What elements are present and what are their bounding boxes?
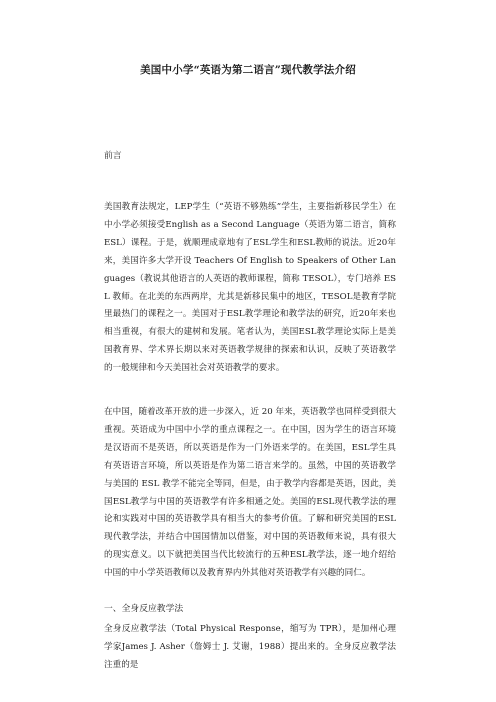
paragraph-china: 在中国，随着改革开放的进一步深入，近 20 年来，英语教学也同样受到很大重视。英语成为中国中小学的重点课程之一。在中国，因为学生的语言环境是汉语而不是英语，所以英语是作为一门外语来学的。在美国，ESL学生具有英语语言环境，所以英语是作为第二语言来学的。虽然，中国的英语教学与美国的 ESL 教学不能完全等同，但是，由于教学内容都是英语，因此，美国ESL教学与中国的英语教学有许多相通之处。美国的ESL现代教学法的理论和实践对中国的英语教学具有相当大的参考价值。了解和研究美国的ESL现代教学法，并结合中国国情加以借鉴，对中国的英语教师来说，具有很大的现实意义。以下就把美国当代比较流行的五种ESL教学法，逐一地介绍给中国的中小学英语教师以及教育界内外其他对英语教学有兴趣的同仁。 (104, 407, 396, 579)
paragraph-intro: 美国教育法规定，LEP学生（“英语不够熟练”学生，主要指新移民学生）在中小学必须接受English as a Second Language（英语为第二语言，简称ESL）课程。于是，就顺理成章地有了ESL学生和ESL教师的说法。近20年来，美国许多大学开设 Teachers Of English to Speakers of Other Languages（教说其他语言的人英语的教师课程，简称 TESOL），专门培养 ESL 教师。在北美的东西两岸，尤其是新移民集中的地区，TESOL是教育学院里最热门的课程之一。美国对于ESL教学理论和教学法的研究，近20年来也相当重视，有很大的建树和发展。笔者认为，美国ESL教学理论实际上是美国教育界、学术界长期以来对英语教学规律的探索和认识，反映了英语教学的一般规律和今天美国社会对英语教学的要求。 (104, 202, 396, 374)
section-heading-tpr: 一、全身反应教学法 (104, 604, 184, 614)
paragraph-tpr: 全身反应教学法（Total Physical Response，缩写为 TPR），是加州心理学家James J. Asher（詹姆士 J. 艾谢，1988）提出来的。全身反应教学法注重的是 (104, 624, 396, 670)
preface-heading: 前言 (104, 151, 122, 161)
document-title: 美国中小学“英语为第二语言”现代教学法介绍 (140, 64, 356, 76)
